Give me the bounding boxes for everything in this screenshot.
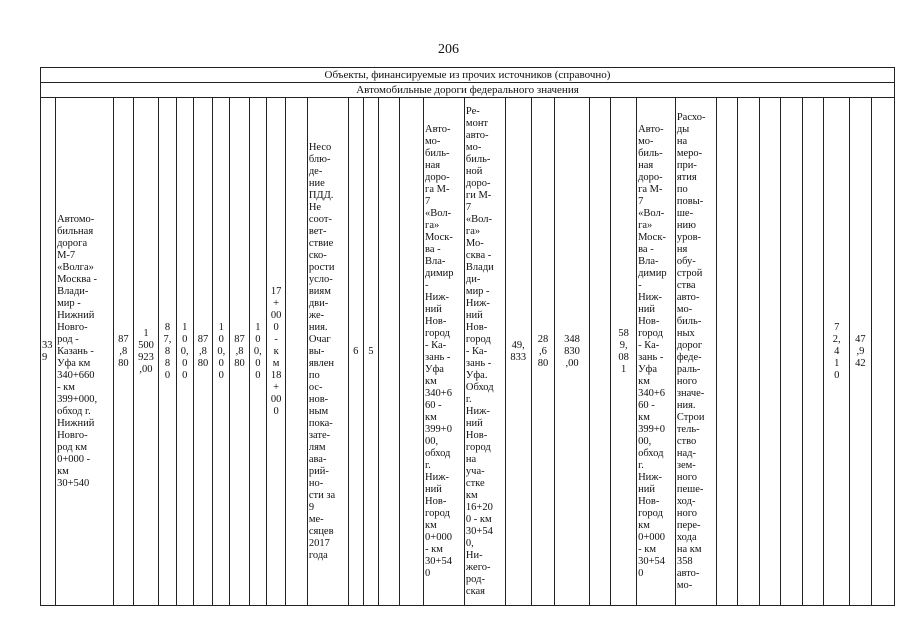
- cell-v12: 28 ,6 80: [531, 98, 555, 606]
- road-name: Автомо- бильная дорога М-7 «Волга» Москва - Влади- мир - Нижний Новго- род - Казань - Уфа км 340+660 - км 399+000, обход г. Нижний Новго- род км 0+000 - км 30+540: [56, 98, 114, 606]
- financing-table: [40, 67, 895, 606]
- cell-expenses: Расхо- ды на меро- при- ятия по повы- ше- нию уров- ня обу- строй ства авто- мо- биль- ных дорог феде- раль- ного значе- ния. Строи тель- ство над- зем- ного пеше- ход- ного пере- хода на км 358 авто- мо-: [675, 98, 716, 606]
- cell-v14: 58 9, 08 1: [611, 98, 637, 606]
- empty-cell: [871, 98, 894, 606]
- table-title: Объекты, финансируемые из прочих источников (справочно): [41, 68, 895, 83]
- cell-reason: Несо блю- де- ние ПДД. Не соот- вет- ствие ско- рости усло- виям дви- же- ния. Очаг вы- явлен по ос- нов- ным пока- зате- лям ава- рий- но- сти за 9 ме- сяцев 2017 года: [307, 98, 348, 606]
- cell-v5: 87 ,8 80: [193, 98, 212, 606]
- cell-v8: 1 0 0, 0 0: [249, 98, 266, 606]
- empty-cell: [286, 98, 308, 606]
- cell-v4: 1 0 0, 0 0: [176, 98, 193, 606]
- cell-v15: 7 2, 4 1 0: [824, 98, 850, 606]
- page-number: 206: [438, 42, 459, 57]
- empty-cell: [400, 98, 424, 606]
- cell-v3: 8 7, 8 8 0: [159, 98, 176, 606]
- cell-v10: 5: [363, 98, 378, 606]
- empty-cell: [589, 98, 611, 606]
- cell-v11: 49, 833: [505, 98, 531, 606]
- cell-repair: Ре- монт авто- мо- биль- ной доро- ги М- 7 «Вол- га» Мо- сква - Влади ди- мир - Ниж- ний Нов- город - Ка- зань - Уфа. Обход г. Ниж- ний Нов- город на уча- стке км 16+20 0 - км 30+54 0, Ни- жего- род- ская: [464, 98, 505, 606]
- cell-v7: 87 ,8 80: [230, 98, 249, 606]
- header-row-roads: [41, 83, 895, 98]
- empty-cell: [738, 98, 760, 606]
- table-subtitle: Автомобильные дороги федерального значения: [41, 83, 895, 98]
- cell-v9: 6: [348, 98, 363, 606]
- cell-road-name-2: Авто- мо- биль- ная доро- га М- 7 «Вол- га» Моск- ва - Вла- димир - Ниж- ний Нов- город - Ка- зань - Уфа км 340+6 60 - км 399+0 00, обход г. Ниж- ний Нов- город км 0+000 - км 30+54 0: [424, 98, 465, 606]
- empty-cell: [378, 98, 400, 606]
- cell-road-name-3: Авто- мо- биль- ная доро- га М- 7 «Вол- га» Моск- ва - Вла- димир - Ниж- ний Нов- город - Ка- зань - Уфа км 340+6 60 - км 399+0 00, обход г. Ниж- ний Нов- город км 0+000 - км 30+54 0: [637, 98, 676, 606]
- empty-cell: [802, 98, 824, 606]
- cell-v16: 47 ,9 42: [850, 98, 872, 606]
- cell-v2: 1 500 923 ,00: [133, 98, 159, 606]
- empty-cell: [759, 98, 781, 606]
- cell-v1: 87 ,8 80: [114, 98, 133, 606]
- cell-v6: 1 0 0, 0 0: [213, 98, 230, 606]
- empty-cell: [781, 98, 803, 606]
- cell-v13: 348 830 ,00: [555, 98, 589, 606]
- empty-cell: [716, 98, 738, 606]
- table-row: [41, 98, 895, 606]
- row-number: 33 9: [41, 98, 56, 606]
- cell-km-range: 17 + 00 0 - к м 18 + 00 0: [266, 98, 285, 606]
- header-row-sources: [41, 68, 895, 83]
